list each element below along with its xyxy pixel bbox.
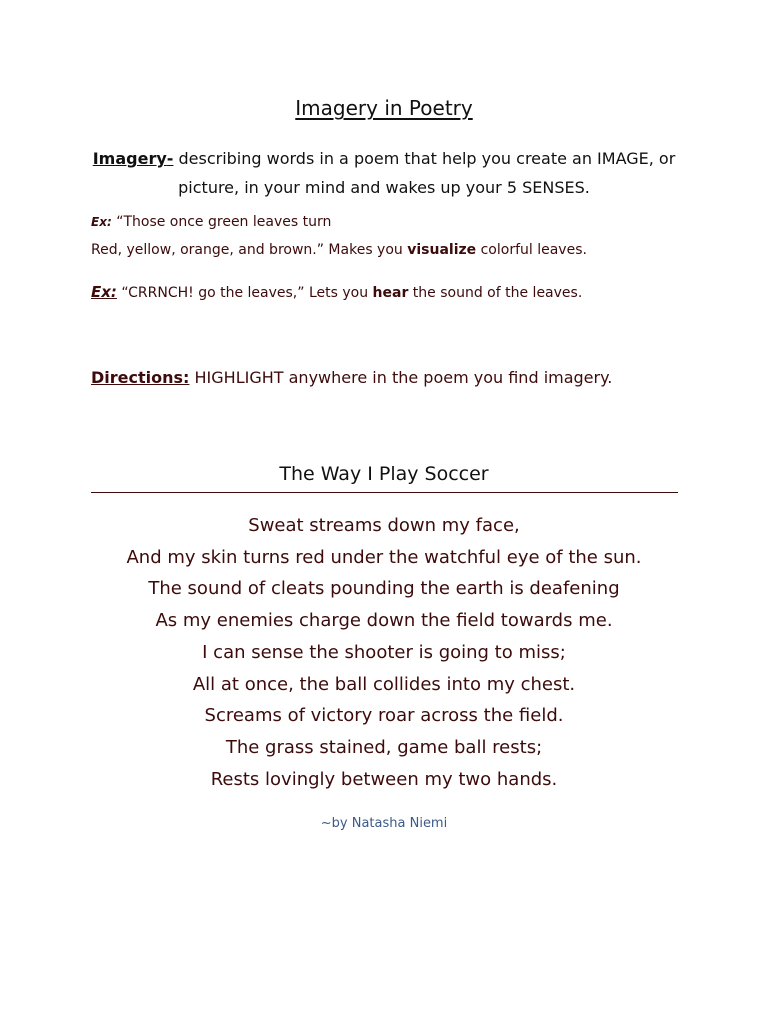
imagery-definition	[88, 144, 680, 202]
page-title: Imagery in Poetry	[295, 96, 473, 120]
definition-term	[93, 149, 174, 168]
poem-title-divider	[91, 492, 678, 493]
definition-text: describing words in a poem that help you create an IMAGE, or picture, in your mind and wakes up your 5 SENSES.	[173, 149, 676, 197]
poem-line: The sound of cleats pounding the earth is deafening	[148, 578, 620, 600]
poem-body	[60, 510, 708, 795]
definition-term-dash: -	[166, 149, 174, 168]
directions-text: HIGHLIGHT anywhere in the poem you find imagery.	[189, 368, 613, 387]
example-1-label: Ex:	[91, 215, 112, 229]
example-2-label: Ex:	[91, 283, 117, 301]
poem-author: ~by Natasha Niemi	[320, 816, 448, 831]
poem-line: All at once, the ball collides into my chest.	[192, 673, 576, 695]
poem-line: Sweat streams down my face,	[248, 515, 520, 536]
example-1-line2-post: colorful leaves.	[476, 242, 587, 258]
example-1-line-2	[91, 242, 587, 258]
example-1-keyword: visualize	[407, 242, 477, 258]
poem-line: Screams of victory roar across the field.	[204, 705, 564, 727]
example-2-pre: “CRRNCH! go the leaves,” Lets you	[116, 285, 373, 301]
poem-title: The Way I Play Soccer	[279, 463, 489, 485]
example-1-line2-pre: Red, yellow, orange, and brown.” Makes you	[91, 242, 408, 258]
poem-line: The grass stained, game ball rests;	[225, 736, 543, 758]
example-1-line-1	[91, 214, 331, 230]
directions	[91, 368, 612, 387]
poem-line: As my enemies charge down the field towards me.	[155, 610, 613, 632]
poem-line: And my skin turns red under the watchful eye of the sun.	[126, 546, 642, 568]
definition-term-word: Imagery	[92, 149, 167, 168]
poem-line: Rests lovingly between my two hands.	[210, 768, 558, 790]
example-1-quote: “Those once green leaves turn	[111, 214, 332, 230]
directions-label: Directions:	[91, 368, 190, 387]
example-2-keyword: hear	[372, 285, 409, 301]
example-2	[91, 283, 582, 301]
poem-line: I can sense the shooter is going to miss;	[202, 641, 566, 663]
example-2-post: the sound of the leaves.	[408, 285, 583, 301]
